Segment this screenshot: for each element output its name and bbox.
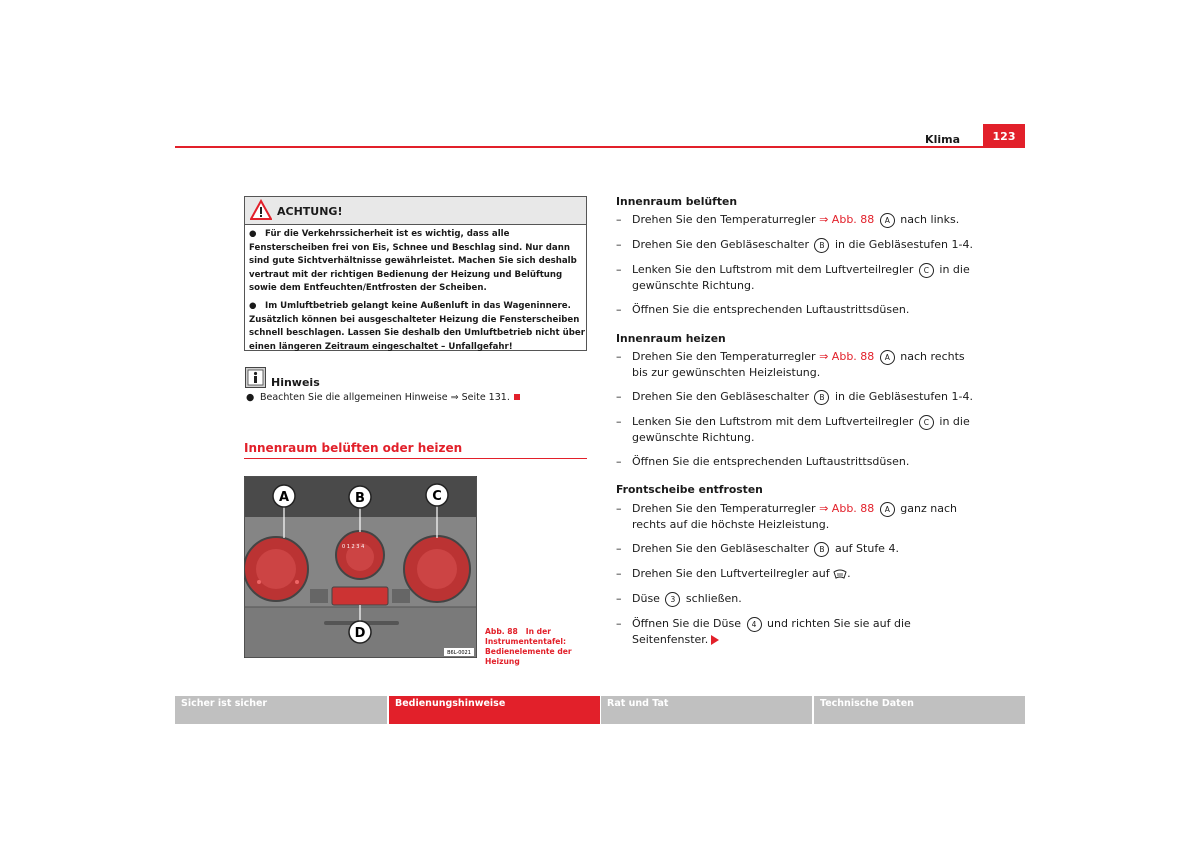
tab-technische-daten[interactable]: Technische Daten — [814, 696, 1025, 724]
section-heading: Innenraum belüften oder heizen — [244, 441, 463, 455]
circle-label-icon: A — [880, 350, 895, 365]
windshield-defrost-icon — [833, 569, 847, 580]
info-icon — [245, 367, 266, 388]
hinweis-title: Hinweis — [271, 376, 320, 389]
warning-header — [245, 197, 586, 225]
warning-bullet: ● Im Umluftbetrieb gelangt keine Außenluft in das Wageninnere. Zusätzlich können bei ausgeschalteter Heizung die Fensterscheiben schnell beschlagen. Lassen Sie deshalb den Umluftbetrieb nicht über einen längeren Zeitraum eingeschaltet – Unfallgefahr! — [249, 300, 585, 352]
header-rule — [175, 146, 1025, 148]
svg-text:D: D — [354, 626, 366, 641]
tab-bedienungshinweise[interactable]: Bedienungshinweise — [389, 696, 600, 724]
svg-text:0 1 2 3 4: 0 1 2 3 4 — [342, 544, 365, 550]
svg-text:C: C — [432, 489, 442, 504]
circle-label-icon: C — [919, 415, 934, 430]
circle-label-icon: 4 — [747, 617, 762, 632]
svg-text:A: A — [278, 490, 290, 505]
figure-reference-link[interactable]: ⇒ Abb. 88 — [819, 350, 875, 363]
figure-reference-link[interactable]: ⇒ Abb. 88 — [819, 213, 875, 226]
circle-label-icon: A — [880, 213, 895, 228]
warning-bullet: ● Für die Verkehrssicherheit ist es wichtig, dass alle Fensterscheiben frei von Eis, Schnee und Beschlag sind. Nur dann sind gute Sichtverhältnisse gewährleistet. Machen Sie sich deshalb vertraut mit der richtigen Bedienung der Heizung und Belüftung sowie dem Entfeuchten/Entfrosten der Scheiben. — [249, 229, 577, 294]
tab-sicher-ist-sicher[interactable]: Sicher ist sicher — [175, 696, 387, 724]
tab-rat-und-tat[interactable]: Rat und Tat — [601, 696, 812, 724]
chapter-title: Klima — [925, 133, 960, 146]
circle-label-icon: B — [814, 238, 829, 253]
page-number: 123 — [983, 124, 1025, 148]
circle-label-icon: A — [880, 502, 895, 517]
svg-text:B: B — [355, 491, 365, 506]
heater-controls-figure — [244, 476, 477, 658]
circle-label-icon: C — [919, 263, 934, 278]
figure-label-c — [426, 484, 448, 506]
warning-title: ACHTUNG! — [277, 205, 343, 218]
heading-entfrosten: Frontscheibe entfrosten — [616, 483, 763, 496]
figure-code: B6L-0021 — [447, 650, 471, 656]
circle-label-icon: 3 — [665, 592, 680, 607]
figure-label-d — [349, 621, 371, 643]
hinweis-text: ● Beachten Sie die allgemeinen Hinweise ⇒ Seite 131. — [246, 392, 520, 403]
warning-body — [249, 228, 585, 358]
figure-label-a — [273, 485, 295, 507]
circle-label-icon: B — [814, 542, 829, 557]
figure-label-b — [349, 486, 371, 508]
heading-heizen: Innenraum heizen — [616, 332, 726, 345]
warning-box — [244, 196, 587, 351]
heading-belueften: Innenraum belüften — [616, 195, 738, 208]
warning-triangle-icon — [250, 199, 272, 221]
end-marker-icon — [514, 394, 520, 400]
section-rule — [244, 458, 587, 459]
continue-arrow-icon — [711, 635, 719, 645]
figure-reference-link[interactable]: ⇒ Abb. 88 — [819, 502, 875, 515]
figure-caption: Abb. 88 In der Instrumententafel: Bedienelemente der Heizung — [485, 627, 572, 666]
circle-label-icon: B — [814, 390, 829, 405]
